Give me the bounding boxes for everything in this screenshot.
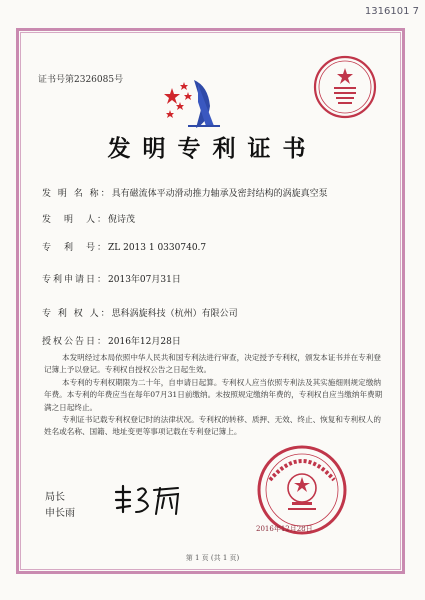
field-value: 2016年12月28日	[108, 337, 181, 347]
body-paragraph: 专利证书记载专利权登记时的法律状况。专利权的转移、质押、无效、终止、恢复和专利权人的姓名或名称、国籍、地址变更等事项记载在专利登记簿上。	[44, 415, 381, 437]
field-patentee	[42, 306, 238, 319]
certificate-body	[44, 352, 384, 439]
field-label: 发 明 名 称：	[42, 189, 112, 199]
page-number: 第 1 页 (共 1 页)	[185, 554, 240, 562]
field-inventor	[42, 212, 135, 225]
field-value: 具有磁流体平动滑动推力轴承及密封结构的涡旋真空泵	[111, 189, 328, 199]
certificate-title: 发明专利证书	[107, 136, 318, 162]
director-signature-icon	[112, 482, 184, 518]
field-grant-date	[42, 334, 181, 347]
field-invention-name	[42, 186, 328, 199]
seal-date: 2016年12月28日	[256, 525, 313, 533]
national-seal-icon	[256, 444, 348, 536]
field-value: ZL 2013 1 0330740.7	[108, 243, 207, 253]
body-paragraph: 本发明经过本局依照中华人民共和国专利法进行审查，决定授予专利权，颁发本证书并在专利登记簿上予以登记。专利权自授权公告之日起生效。	[44, 353, 381, 375]
field-label: 专 利 权 人：	[42, 309, 112, 319]
field-patent-number	[42, 240, 206, 253]
director-title: 局长	[45, 492, 65, 503]
field-label: 授权公告日：	[42, 337, 109, 347]
patent-office-emblem-icon	[158, 76, 228, 132]
certificate-number: 证书号第2326085号	[38, 75, 124, 85]
director-name: 申长雨	[45, 508, 75, 519]
field-label: 发 明 人：	[42, 215, 109, 225]
field-label: 专利申请日：	[42, 275, 109, 285]
handwritten-annotation: 1316101 7	[364, 6, 419, 17]
field-filing-date	[42, 272, 181, 285]
field-value: 倪诗茂	[108, 215, 136, 225]
field-value: 思科涡旋科技（杭州）有限公司	[111, 309, 238, 319]
body-paragraph: 本专利的专利权期限为二十年，自申请日起算。专利权人应当依照专利法及其实施细则规定缴纳年费。本专利的年费应当在每年07月31日前缴纳。未按照规定缴纳年费的，专利权自应当缴纳年费期满之日起终止。	[44, 377, 383, 412]
top-right-seal-icon	[312, 54, 378, 120]
field-value: 2013年07月31日	[108, 275, 181, 285]
field-label: 专 利 号：	[42, 243, 109, 253]
